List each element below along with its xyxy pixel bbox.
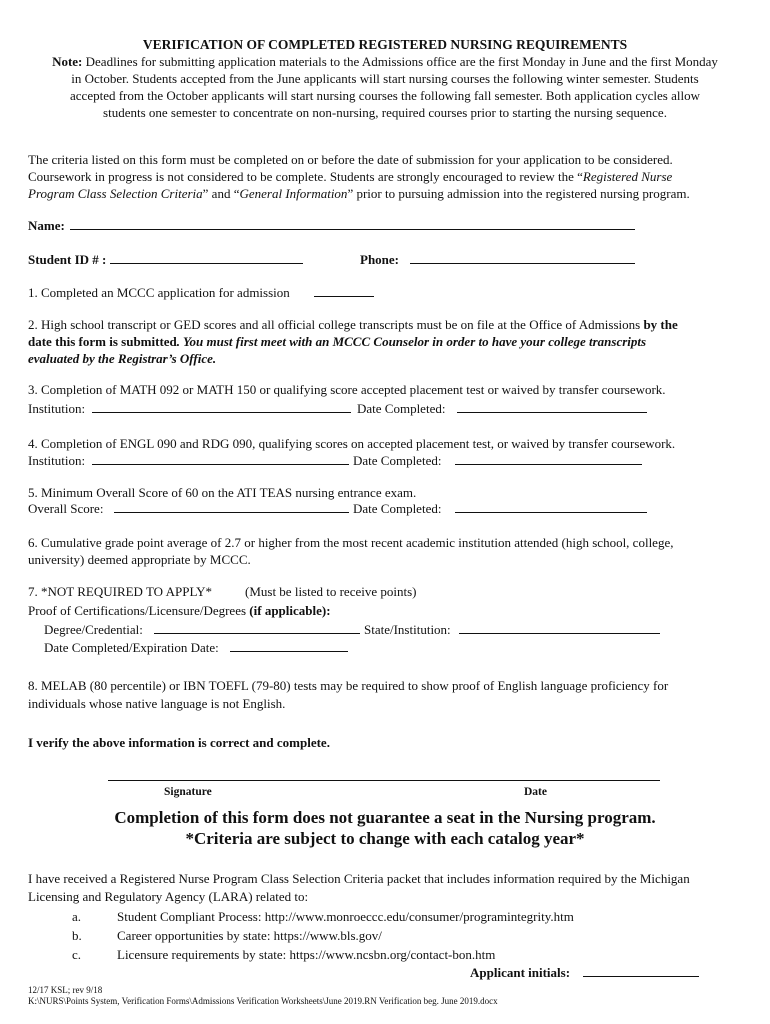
- note-line-1: Note: Deadlines for submitting application materials to the Admissions office are the first Monday in June and the first Monday: [52, 54, 718, 69]
- item-4-date-label: Date Completed:: [353, 453, 442, 468]
- signature-date-field[interactable]: [108, 780, 660, 781]
- list-letter-c: c.: [72, 947, 82, 962]
- phone-label: Phone:: [360, 252, 399, 267]
- item-6-line-1: 6. Cumulative grade point average of 2.7 or higher from the most recent academic institution attended (high school, college,: [28, 535, 674, 550]
- item-6-line-2: university) deemed appropriate by MCCC.: [28, 552, 251, 567]
- item-7-degree-field[interactable]: [154, 633, 360, 634]
- item-3-institution-field[interactable]: [92, 412, 351, 413]
- item-3-date-field[interactable]: [457, 412, 647, 413]
- footer-file-path: K:\NURS\Points System, Verification Forms\Admissions Verification Worksheets\June 2019.RN Verification beg. June 2019.docx: [28, 996, 498, 1006]
- received-line-2: Licensing and Regulatory Agency (LARA) related to:: [28, 889, 309, 904]
- item-5-date-field[interactable]: [455, 512, 647, 513]
- verify-statement: I verify the above information is correct and complete.: [28, 735, 330, 750]
- name-field[interactable]: [70, 229, 635, 230]
- item-7-state-label: State/Institution:: [364, 622, 451, 637]
- item-7-line-2: Proof of Certifications/Licensure/Degrees (if applicable):: [28, 603, 331, 618]
- item-2-line-3: evaluated by the Registrar’s Office.: [28, 351, 217, 366]
- student-id-label: Student ID # :: [28, 252, 107, 267]
- disclaimer-line-2: *Criteria are subject to change with each catalog year*: [185, 829, 585, 848]
- item-7-date-field[interactable]: [230, 651, 348, 652]
- note-line-2: in October. Students accepted from the June applicants will start nursing courses the following winter semester. Students: [71, 71, 699, 86]
- item-5-line-1: 5. Minimum Overall Score of 60 on the ATI TEAS nursing entrance exam.: [28, 485, 417, 500]
- disclaimer-line-1: Completion of this form does not guarantee a seat in the Nursing program.: [114, 808, 656, 827]
- item-5-date-label: Date Completed:: [353, 501, 442, 516]
- item-8-line-1: 8. MELAB (80 percentile) or IBN TOEFL (79-80) tests may be required to show proof of English language proficiency for: [28, 678, 669, 693]
- page-title: VERIFICATION OF COMPLETED REGISTERED NURSING REQUIREMENTS: [142, 37, 628, 52]
- list-letter-a: a.: [72, 909, 82, 924]
- initials-field[interactable]: [583, 976, 699, 977]
- list-item-b: Career opportunities by state: https://www.bls.gov/: [117, 928, 382, 943]
- item-7-line-1b: (Must be listed to receive points): [245, 584, 417, 599]
- note-label: Note:: [52, 54, 83, 69]
- item-1-check-field[interactable]: [314, 296, 374, 297]
- list-letter-b: b.: [72, 928, 82, 943]
- phone-field[interactable]: [410, 263, 635, 264]
- name-label: Name:: [28, 218, 65, 233]
- signature-label: Signature: [164, 786, 212, 798]
- item-2-line-1: 2. High school transcript or GED scores and all official college transcripts must be on file at the Office of Admissions by the: [28, 317, 678, 332]
- item-5-score-field[interactable]: [114, 512, 349, 513]
- item-7-state-field[interactable]: [459, 633, 660, 634]
- date-label: Date: [524, 786, 547, 798]
- item-3-date-label: Date Completed:: [357, 401, 446, 416]
- item-7-date-label: Date Completed/Expiration Date:: [44, 640, 219, 655]
- item-1-text: 1. Completed an MCCC application for admission: [28, 285, 290, 300]
- item-4-date-field[interactable]: [455, 464, 642, 465]
- note-line-4: students one semester to concentrate on non-nursing, required courses prior to starting the nursing sequence.: [103, 105, 667, 120]
- item-7-line-1a: 7. *NOT REQUIRED TO APPLY*: [28, 584, 212, 599]
- item-4-institution-label: Institution:: [28, 453, 86, 468]
- footer-revision: 12/17 KSL; rev 9/18: [28, 985, 103, 995]
- item-8-line-2: individuals whose native language is not English.: [28, 696, 286, 711]
- criteria-line-3: Program Class Selection Criteria” and “General Information” prior to pursuing admission into the registered nursing program.: [28, 186, 690, 201]
- list-item-a: Student Compliant Process: http://www.monroeccc.edu/consumer/programintegrity.htm: [117, 909, 574, 924]
- item-5-score-label: Overall Score:: [28, 501, 104, 516]
- received-line-1: I have received a Registered Nurse Program Class Selection Criteria packet that includes information required by the Michigan: [28, 871, 690, 886]
- note-line-3: accepted from the October applicants will start nursing courses the following fall semester. Both application cycles allow: [70, 88, 700, 103]
- criteria-line-2: Coursework in progress is not considered to be complete. Students are strongly encouraged to review the “Registered Nurse: [28, 169, 673, 184]
- list-item-c: Licensure requirements by state: https://www.ncsbn.org/contact-bon.htm: [117, 947, 496, 962]
- item-3-institution-label: Institution:: [28, 401, 86, 416]
- item-4-institution-field[interactable]: [92, 464, 349, 465]
- item-4-line-1: 4. Completion of ENGL 090 and RDG 090, qualifying scores on accepted placement test, or waived by transfer coursework.: [28, 436, 676, 451]
- item-2-line-2: date this form is submitted. You must first meet with an MCCC Counselor in order to have your college transcripts: [28, 334, 647, 349]
- item-3-line-1: 3. Completion of MATH 092 or MATH 150 or qualifying score accepted placement test or waived by transfer coursework.: [28, 382, 666, 397]
- criteria-line-1: The criteria listed on this form must be completed on or before the date of submission for your application to be considered.: [28, 152, 673, 167]
- item-7-degree-label: Degree/Credential:: [44, 622, 143, 637]
- initials-label: Applicant initials:: [470, 965, 571, 980]
- student-id-field[interactable]: [110, 263, 303, 264]
